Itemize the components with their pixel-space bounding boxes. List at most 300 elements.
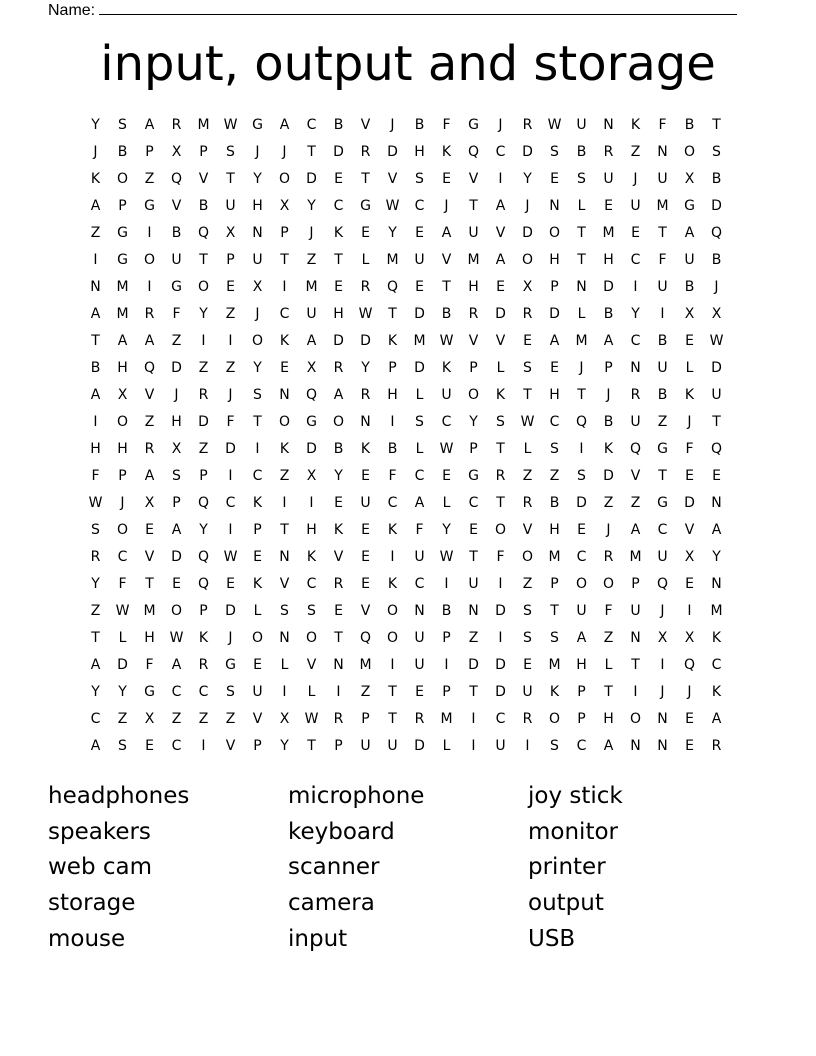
grid-letter[interactable]: U <box>171 251 182 268</box>
grid-letter[interactable]: A <box>144 467 155 484</box>
grid-letter[interactable]: U <box>252 683 263 700</box>
grid-letter[interactable]: A <box>144 116 155 133</box>
grid-letter[interactable]: N <box>279 548 290 565</box>
grid-letter[interactable]: U <box>657 359 668 376</box>
grid-letter[interactable]: C <box>306 575 317 592</box>
grid-letter[interactable]: T <box>577 224 586 241</box>
grid-letter[interactable]: J <box>93 143 98 160</box>
grid-letter[interactable]: L <box>685 359 694 376</box>
grid-letter[interactable]: U <box>387 737 398 754</box>
grid-letter[interactable]: H <box>414 143 425 160</box>
grid-letter[interactable]: R <box>522 305 533 322</box>
grid-letter[interactable]: A <box>279 116 290 133</box>
grid-letter[interactable]: Q <box>386 278 399 295</box>
grid-letter[interactable]: M <box>413 332 426 349</box>
grid-letter[interactable]: X <box>684 170 695 187</box>
grid-letter[interactable]: E <box>334 602 343 619</box>
grid-letter[interactable]: P <box>550 575 559 592</box>
grid-letter[interactable]: E <box>334 170 343 187</box>
grid-letter[interactable]: S <box>415 170 424 187</box>
grid-letter[interactable]: J <box>390 116 395 133</box>
grid-letter[interactable]: R <box>711 737 722 754</box>
grid-letter[interactable]: Z <box>171 710 182 727</box>
grid-letter[interactable]: A <box>711 710 722 727</box>
grid-letter[interactable]: G <box>144 197 155 214</box>
grid-letter[interactable]: M <box>143 602 156 619</box>
grid-letter[interactable]: M <box>305 278 318 295</box>
grid-letter[interactable]: M <box>548 656 561 673</box>
grid-letter[interactable]: B <box>657 332 668 349</box>
grid-letter[interactable]: R <box>198 386 209 403</box>
grid-letter[interactable]: X <box>117 386 128 403</box>
grid-letter[interactable]: K <box>630 116 641 133</box>
grid-letter[interactable]: C <box>576 548 587 565</box>
grid-letter[interactable]: I <box>579 440 584 457</box>
grid-letter[interactable]: F <box>658 116 667 133</box>
grid-letter[interactable]: L <box>577 197 586 214</box>
grid-letter[interactable]: S <box>91 521 100 538</box>
name-underline[interactable] <box>99 0 737 15</box>
grid-letter[interactable]: Z <box>279 467 290 484</box>
grid-letter[interactable]: O <box>278 413 291 430</box>
grid-letter[interactable]: W <box>547 116 562 133</box>
grid-letter[interactable]: Y <box>307 197 316 214</box>
grid-letter[interactable]: T <box>334 629 343 646</box>
grid-letter[interactable]: E <box>631 224 640 241</box>
grid-letter[interactable]: G <box>117 251 128 268</box>
grid-letter[interactable]: M <box>116 278 129 295</box>
grid-letter[interactable]: H <box>171 413 182 430</box>
grid-letter[interactable]: P <box>172 494 181 511</box>
grid-letter[interactable]: N <box>657 143 668 160</box>
grid-letter[interactable]: B <box>333 440 344 457</box>
grid-letter[interactable]: S <box>280 602 289 619</box>
grid-letter[interactable]: K <box>441 143 452 160</box>
grid-letter[interactable]: S <box>118 116 127 133</box>
grid-letter[interactable]: W <box>115 602 130 619</box>
grid-letter[interactable]: E <box>361 548 370 565</box>
grid-letter[interactable]: V <box>333 548 344 565</box>
grid-letter[interactable]: K <box>252 575 263 592</box>
grid-letter[interactable]: H <box>90 440 101 457</box>
grid-letter[interactable]: C <box>306 116 317 133</box>
grid-letter[interactable]: X <box>306 359 317 376</box>
grid-letter[interactable]: C <box>495 143 506 160</box>
grid-letter[interactable]: L <box>361 251 370 268</box>
grid-letter[interactable]: Z <box>90 224 101 241</box>
grid-letter[interactable]: P <box>442 629 451 646</box>
grid-letter[interactable]: E <box>253 656 262 673</box>
grid-letter[interactable]: O <box>494 521 507 538</box>
grid-letter[interactable]: N <box>630 629 641 646</box>
grid-letter[interactable]: T <box>388 683 397 700</box>
grid-letter[interactable]: O <box>116 521 129 538</box>
grid-letter[interactable]: F <box>388 467 397 484</box>
grid-letter[interactable]: O <box>116 170 129 187</box>
grid-letter[interactable]: P <box>469 440 478 457</box>
grid-letter[interactable]: E <box>145 737 154 754</box>
grid-letter[interactable]: K <box>549 683 560 700</box>
grid-letter[interactable]: Y <box>469 413 478 430</box>
grid-letter[interactable]: T <box>577 251 586 268</box>
grid-letter[interactable]: T <box>253 413 262 430</box>
grid-letter[interactable]: T <box>469 683 478 700</box>
grid-letter[interactable]: T <box>577 386 586 403</box>
grid-letter[interactable]: A <box>171 656 182 673</box>
grid-letter[interactable]: N <box>630 737 641 754</box>
grid-letter[interactable]: F <box>118 575 127 592</box>
grid-letter[interactable]: M <box>710 602 723 619</box>
grid-letter[interactable]: T <box>226 170 235 187</box>
grid-letter[interactable]: Y <box>199 305 208 322</box>
grid-letter[interactable]: Q <box>467 143 480 160</box>
grid-letter[interactable]: W <box>439 548 454 565</box>
grid-letter[interactable]: Y <box>199 521 208 538</box>
grid-letter[interactable]: O <box>251 332 264 349</box>
grid-letter[interactable]: O <box>629 710 642 727</box>
grid-letter[interactable]: I <box>660 305 665 322</box>
grid-letter[interactable]: S <box>226 683 235 700</box>
grid-letter[interactable]: V <box>198 170 209 187</box>
grid-letter[interactable]: U <box>468 575 479 592</box>
grid-letter[interactable]: I <box>633 278 638 295</box>
grid-letter[interactable]: Z <box>603 629 614 646</box>
grid-letter[interactable]: Y <box>91 683 100 700</box>
grid-letter[interactable]: V <box>522 521 533 538</box>
grid-letter[interactable]: O <box>170 602 183 619</box>
grid-letter[interactable]: A <box>576 629 587 646</box>
grid-letter[interactable]: U <box>468 224 479 241</box>
grid-letter[interactable]: T <box>280 251 289 268</box>
grid-letter[interactable]: W <box>709 332 724 349</box>
grid-letter[interactable]: E <box>712 467 721 484</box>
grid-letter[interactable]: D <box>198 413 209 430</box>
grid-letter[interactable]: W <box>88 494 103 511</box>
grid-letter[interactable]: V <box>360 602 371 619</box>
grid-letter[interactable]: Q <box>575 413 588 430</box>
grid-letter[interactable]: S <box>523 629 532 646</box>
grid-letter[interactable]: C <box>90 710 101 727</box>
grid-letter[interactable]: P <box>118 467 127 484</box>
grid-letter[interactable]: D <box>495 683 506 700</box>
grid-letter[interactable]: S <box>523 359 532 376</box>
grid-letter[interactable]: T <box>145 575 154 592</box>
grid-letter[interactable]: X <box>144 710 155 727</box>
grid-letter[interactable]: D <box>495 656 506 673</box>
grid-letter[interactable]: D <box>117 656 128 673</box>
grid-letter[interactable]: O <box>602 575 615 592</box>
grid-letter[interactable]: T <box>523 386 532 403</box>
grid-letter[interactable]: U <box>495 737 506 754</box>
grid-letter[interactable]: J <box>174 386 179 403</box>
grid-letter[interactable]: C <box>171 683 182 700</box>
grid-letter[interactable]: Z <box>630 494 641 511</box>
grid-letter[interactable]: E <box>361 521 370 538</box>
grid-letter[interactable]: D <box>414 305 425 322</box>
grid-letter[interactable]: E <box>685 737 694 754</box>
grid-letter[interactable]: J <box>714 278 719 295</box>
grid-letter[interactable]: D <box>684 494 695 511</box>
grid-letter[interactable]: R <box>171 116 182 133</box>
grid-letter[interactable]: O <box>683 143 696 160</box>
grid-letter[interactable]: J <box>228 629 233 646</box>
grid-letter[interactable]: D <box>171 359 182 376</box>
grid-letter[interactable]: E <box>442 467 451 484</box>
grid-letter[interactable]: R <box>333 575 344 592</box>
grid-letter[interactable]: L <box>415 386 424 403</box>
grid-letter[interactable]: U <box>414 629 425 646</box>
grid-letter[interactable]: V <box>306 656 317 673</box>
grid-letter[interactable]: Q <box>197 494 210 511</box>
grid-letter[interactable]: M <box>602 224 615 241</box>
grid-letter[interactable]: X <box>657 629 668 646</box>
grid-letter[interactable]: T <box>469 548 478 565</box>
grid-letter[interactable]: D <box>225 440 236 457</box>
grid-letter[interactable]: K <box>387 575 398 592</box>
grid-letter[interactable]: Z <box>90 602 101 619</box>
grid-letter[interactable]: B <box>441 602 452 619</box>
grid-letter[interactable]: J <box>606 521 611 538</box>
grid-letter[interactable]: W <box>439 440 454 457</box>
grid-letter[interactable]: Y <box>280 737 289 754</box>
grid-letter[interactable]: U <box>630 197 641 214</box>
grid-letter[interactable]: E <box>550 359 559 376</box>
grid-letter[interactable]: J <box>660 602 665 619</box>
grid-letter[interactable]: B <box>90 359 101 376</box>
grid-letter[interactable]: T <box>442 278 451 295</box>
grid-letter[interactable]: G <box>225 656 236 673</box>
grid-letter[interactable]: Q <box>197 575 210 592</box>
grid-letter[interactable]: P <box>199 143 208 160</box>
grid-letter[interactable]: C <box>387 494 398 511</box>
grid-letter[interactable]: J <box>282 143 287 160</box>
grid-letter[interactable]: Q <box>359 629 372 646</box>
grid-letter[interactable]: S <box>550 143 559 160</box>
grid-letter[interactable]: E <box>226 278 235 295</box>
grid-letter[interactable]: G <box>117 224 128 241</box>
grid-letter[interactable]: Z <box>657 413 668 430</box>
grid-letter[interactable]: P <box>631 575 640 592</box>
grid-letter[interactable]: V <box>225 737 236 754</box>
grid-letter[interactable]: T <box>658 224 667 241</box>
grid-letter[interactable]: L <box>523 440 532 457</box>
grid-letter[interactable]: M <box>386 251 399 268</box>
grid-letter[interactable]: S <box>550 440 559 457</box>
grid-letter[interactable]: I <box>390 548 395 565</box>
grid-letter[interactable]: X <box>279 197 290 214</box>
grid-letter[interactable]: U <box>576 602 587 619</box>
grid-letter[interactable]: I <box>444 656 449 673</box>
grid-letter[interactable]: Q <box>683 656 696 673</box>
grid-letter[interactable]: Y <box>334 467 343 484</box>
grid-letter[interactable]: G <box>657 494 668 511</box>
grid-letter[interactable]: X <box>279 710 290 727</box>
grid-letter[interactable]: T <box>496 494 505 511</box>
grid-letter[interactable]: A <box>711 521 722 538</box>
grid-letter[interactable]: I <box>282 494 287 511</box>
grid-letter[interactable]: H <box>549 386 560 403</box>
grid-letter[interactable]: N <box>603 116 614 133</box>
grid-letter[interactable]: E <box>469 521 478 538</box>
grid-letter[interactable]: K <box>387 521 398 538</box>
grid-letter[interactable]: Z <box>225 305 236 322</box>
grid-letter[interactable]: A <box>549 332 560 349</box>
grid-letter[interactable]: N <box>90 278 101 295</box>
grid-letter[interactable]: C <box>414 197 425 214</box>
grid-letter[interactable]: Z <box>144 413 155 430</box>
grid-letter[interactable]: D <box>225 602 236 619</box>
grid-letter[interactable]: V <box>468 332 479 349</box>
grid-letter[interactable]: F <box>658 251 667 268</box>
grid-letter[interactable]: R <box>333 359 344 376</box>
grid-letter[interactable]: O <box>467 386 480 403</box>
grid-letter[interactable]: T <box>199 251 208 268</box>
grid-letter[interactable]: M <box>116 305 129 322</box>
grid-letter[interactable]: K <box>711 629 722 646</box>
grid-letter[interactable]: Y <box>91 575 100 592</box>
grid-letter[interactable]: A <box>495 251 506 268</box>
grid-letter[interactable]: Y <box>712 548 721 565</box>
grid-letter[interactable]: C <box>171 737 182 754</box>
grid-letter[interactable]: K <box>711 683 722 700</box>
grid-letter[interactable]: K <box>360 440 371 457</box>
grid-letter[interactable]: T <box>361 170 370 187</box>
grid-letter[interactable]: D <box>576 494 587 511</box>
grid-letter[interactable]: I <box>687 602 692 619</box>
grid-letter[interactable]: F <box>145 656 154 673</box>
grid-letter[interactable]: Z <box>225 710 236 727</box>
grid-letter[interactable]: E <box>361 224 370 241</box>
grid-letter[interactable]: D <box>603 278 614 295</box>
grid-letter[interactable]: E <box>415 224 424 241</box>
grid-letter[interactable]: D <box>306 440 317 457</box>
grid-letter[interactable]: O <box>251 629 264 646</box>
grid-letter[interactable]: S <box>307 602 316 619</box>
grid-letter[interactable]: U <box>306 305 317 322</box>
grid-letter[interactable]: Z <box>198 359 209 376</box>
grid-letter[interactable]: C <box>549 413 560 430</box>
grid-letter[interactable]: M <box>629 548 642 565</box>
grid-letter[interactable]: L <box>496 359 505 376</box>
grid-letter[interactable]: W <box>439 332 454 349</box>
grid-letter[interactable]: Z <box>360 683 371 700</box>
grid-letter[interactable]: Z <box>225 359 236 376</box>
grid-letter[interactable]: G <box>171 278 182 295</box>
grid-letter[interactable]: X <box>711 305 722 322</box>
grid-letter[interactable]: I <box>525 737 530 754</box>
grid-letter[interactable]: J <box>579 359 584 376</box>
grid-letter[interactable]: F <box>685 440 694 457</box>
grid-letter[interactable]: A <box>306 332 317 349</box>
grid-letter[interactable]: R <box>144 305 155 322</box>
grid-letter[interactable]: U <box>576 116 587 133</box>
grid-letter[interactable]: E <box>145 521 154 538</box>
grid-letter[interactable]: J <box>309 224 314 241</box>
grid-letter[interactable]: A <box>333 386 344 403</box>
grid-letter[interactable]: I <box>498 629 503 646</box>
grid-letter[interactable]: U <box>657 278 668 295</box>
grid-letter[interactable]: B <box>603 305 614 322</box>
grid-letter[interactable]: P <box>199 602 208 619</box>
grid-letter[interactable]: N <box>630 359 641 376</box>
grid-letter[interactable]: E <box>577 521 586 538</box>
grid-letter[interactable]: J <box>498 116 503 133</box>
grid-letter[interactable]: I <box>147 278 152 295</box>
grid-letter[interactable]: A <box>603 332 614 349</box>
grid-letter[interactable]: D <box>360 332 371 349</box>
grid-letter[interactable]: V <box>495 224 506 241</box>
grid-letter[interactable]: R <box>90 548 101 565</box>
grid-letter[interactable]: L <box>577 305 586 322</box>
grid-letter[interactable]: O <box>548 224 561 241</box>
grid-letter[interactable]: N <box>360 413 371 430</box>
grid-letter[interactable]: E <box>226 575 235 592</box>
grid-letter[interactable]: A <box>603 737 614 754</box>
grid-letter[interactable]: W <box>358 305 373 322</box>
grid-letter[interactable]: I <box>228 467 233 484</box>
grid-letter[interactable]: M <box>548 548 561 565</box>
grid-letter[interactable]: E <box>523 656 532 673</box>
grid-letter[interactable]: K <box>90 170 101 187</box>
grid-letter[interactable]: E <box>685 332 694 349</box>
grid-letter[interactable]: U <box>441 386 452 403</box>
grid-letter[interactable]: L <box>307 683 316 700</box>
grid-letter[interactable]: T <box>712 116 721 133</box>
grid-letter[interactable]: Y <box>388 224 397 241</box>
grid-letter[interactable]: G <box>468 116 479 133</box>
grid-letter[interactable]: D <box>495 602 506 619</box>
grid-letter[interactable]: L <box>604 656 613 673</box>
grid-letter[interactable]: B <box>684 278 695 295</box>
grid-letter[interactable]: S <box>577 467 586 484</box>
grid-letter[interactable]: V <box>279 575 290 592</box>
grid-letter[interactable]: S <box>712 143 721 160</box>
grid-letter[interactable]: A <box>90 737 101 754</box>
grid-letter[interactable]: T <box>550 602 559 619</box>
grid-letter[interactable]: D <box>333 143 344 160</box>
grid-letter[interactable]: I <box>201 737 206 754</box>
grid-letter[interactable]: K <box>333 224 344 241</box>
grid-letter[interactable]: I <box>255 440 260 457</box>
grid-letter[interactable]: V <box>171 197 182 214</box>
grid-letter[interactable]: N <box>657 737 668 754</box>
grid-letter[interactable]: P <box>388 359 397 376</box>
name-field[interactable] <box>48 0 737 20</box>
grid-letter[interactable]: P <box>577 710 586 727</box>
grid-letter[interactable]: A <box>630 521 641 538</box>
grid-letter[interactable]: P <box>253 737 262 754</box>
grid-letter[interactable]: U <box>657 548 668 565</box>
grid-letter[interactable]: S <box>550 629 559 646</box>
grid-letter[interactable]: K <box>252 494 263 511</box>
grid-letter[interactable]: B <box>711 251 722 268</box>
grid-letter[interactable]: O <box>386 602 399 619</box>
grid-letter[interactable]: D <box>603 467 614 484</box>
grid-letter[interactable]: O <box>332 413 345 430</box>
grid-letter[interactable]: Y <box>253 170 262 187</box>
grid-letter[interactable]: R <box>360 143 371 160</box>
grid-letter[interactable]: R <box>333 710 344 727</box>
grid-letter[interactable]: C <box>630 332 641 349</box>
grid-letter[interactable]: U <box>360 494 371 511</box>
grid-letter[interactable]: E <box>361 575 370 592</box>
grid-letter[interactable]: E <box>172 575 181 592</box>
grid-letter[interactable]: C <box>495 710 506 727</box>
grid-letter[interactable]: X <box>144 494 155 511</box>
grid-letter[interactable]: H <box>576 656 587 673</box>
grid-letter[interactable]: A <box>117 332 128 349</box>
grid-letter[interactable]: G <box>684 197 695 214</box>
